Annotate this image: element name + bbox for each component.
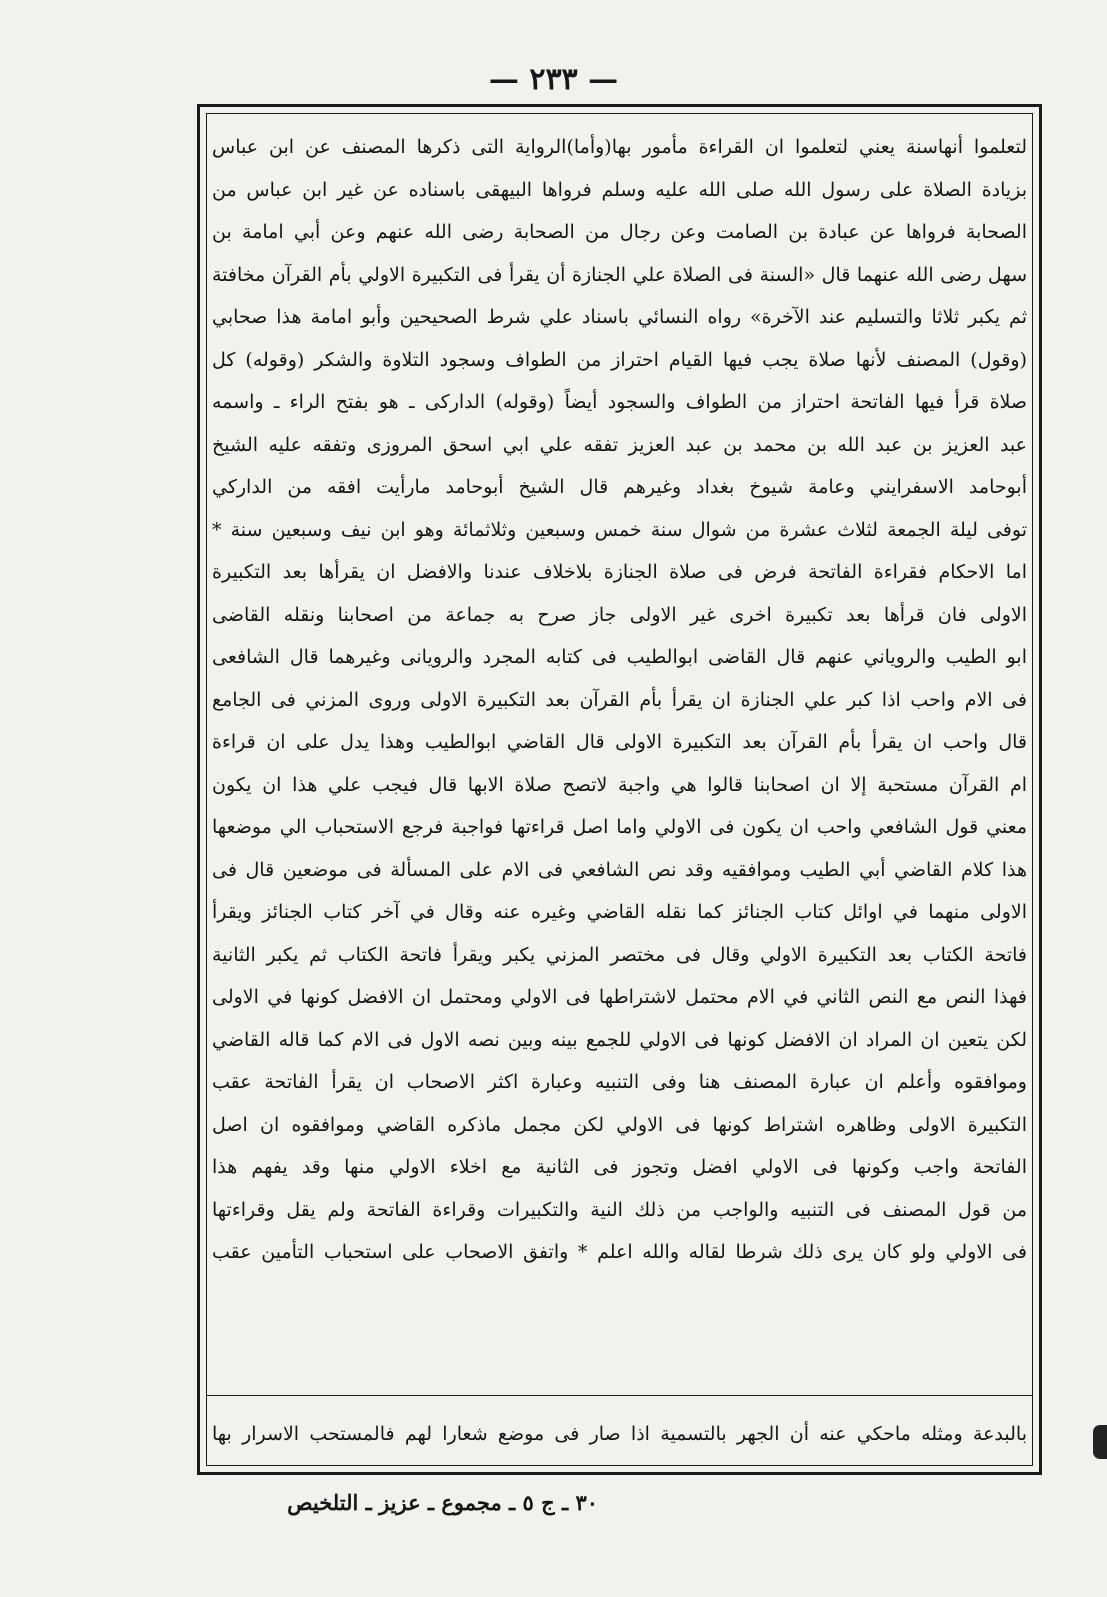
text-line: فى الام واحب اذا كبر علي الجنازة ان يقرأ بأم القرآن بعد التكبيرة الاولى وروى المزني فى الجامع xyxy=(212,688,1027,711)
text-line: اما الاحكام فقراءة الفاتحة فرض فى صلاة الجنازة بلاخلاف عندنا والافضل ان يقرأها بعد التكبيرة xyxy=(212,561,1027,583)
text-line: أبوحامد الاسفرايني وعامة شيوخ بغداد وغيرهم قال الشيخ أبوحامد مارأيت افقه من الداركي xyxy=(212,476,1027,498)
text-line: وموافقوه وأعلم ان عبارة المصنف هنا وفى التنبيه وعبارة اكثر الاصحاب ان يقرأ الفاتحة عقب xyxy=(212,1071,1027,1093)
text-line: عبد العزيز بن عبد الله بن محمد بن عبد العزيز تفقه علي ابي اسحق المروزى وتفقه عليه الشيخ xyxy=(212,433,1027,456)
text-line: صلاة قرأ فيها الفاتحة احتراز من الطواف والسجود أيضاً (وقوله) الداركى ـ هو بفتح الراء ـ واسمه xyxy=(212,391,1027,413)
text-line: معني قول الشافعي واحب ان يكون فى الاولي واما اصل قراءتها فواجبة فرجع الاستحباب الي موضعها xyxy=(212,816,1027,838)
footnote-divider xyxy=(206,1395,1033,1396)
text-line: قال واحب ان يقرأ بأم القرآن بعد التكبيرة الاولى قال القاضي ابوالطيب وهذا يدل على ان قراءة xyxy=(212,731,1027,753)
text-line: لتعلموا أنهاسنة يعني لتعلموا ان القراءة مأمور بها(وأما)الرواية التى ذكرها المصنف عن ابن عباس xyxy=(212,136,1027,158)
text-line: من قول المصنف فى التنبيه والواجب من ذلك النية والتكبيرات وقراءة الفاتحة ولم يقل وقراءتها xyxy=(212,1198,1027,1221)
page-number: — ٢٣٣ — xyxy=(488,62,619,97)
text-line: (وقول) المصنف لأنها صلاة يجب فيها القيام احتراز من الطواف وسجود التلاوة والشكر (وقوله) كل xyxy=(212,348,1027,371)
text-line: فى الاولي ولو كان يرى ذلك شرطا لقاله والله اعلم * واتفق الاصحاب على استحباب التأمين عقب xyxy=(212,1241,1027,1263)
printer-signature: ٣٠ ـ ج ٥ ـ مجموع ـ عزيز ـ التلخيص xyxy=(287,1490,598,1515)
text-line: التكبيرة الاولى وظاهره اشتراط كونها فى الاولي لكن مجمل ماذكره القاضي وموافقوه ان اصل xyxy=(212,1113,1027,1136)
text-line: ام القرآن مستحبة إلا ان اصحابنا قالوا هي واجبة لاتصح صلاة الابها قال فيجب علي هذا ان يكون xyxy=(212,773,1027,796)
text-line: هذا كلام القاضي أبي الطيب وموافقيه وقد نص الشافعي فى الام على المسألة فى موضعين قال فى xyxy=(212,858,1027,881)
text-line: بزيادة الصلاة على رسول الله صلى الله عليه وسلم فرواها البيهقى باسناده عن غير ابن عباس من xyxy=(212,178,1027,201)
main-text xyxy=(212,126,1027,1274)
text-line: سهل رضى الله عنهما قال «السنة فى الصلاة علي الجنازة أن يقرأ فى التكبيرة الاولي بأم القرآن مخافتة xyxy=(212,263,1027,286)
footnote: بالبدعة ومثله ماحكي عنه أن الجهر بالتسمية اذا صار فى موضع شعارا لهم فالمستحب الاسرار بها xyxy=(212,1423,1027,1445)
text-line: فاتحة الكتاب بعد التكبيرة الاولي وقال فى مختصر المزني يكبر ويقرأ فاتحة الكتاب ثم يكبر الثانية xyxy=(212,943,1027,966)
text-line: الفاتحة واجب وكونها فى الاولي افضل وتجوز فى الثانية مع اخلاء الاولي منها وقد يفهم هذا xyxy=(212,1156,1027,1178)
text-line: الاولى فان قرأها بعد تكبيرة اخرى غير الاولى جاز صرح به جماعة من اصحابنا ونقله القاضى xyxy=(212,603,1027,626)
page-edge-mark xyxy=(1093,1425,1107,1459)
text-line: الاولى منهما في اوائل كتاب الجنائز كما نقله القاضي وغيره عنه وقال في آخر كتاب الجنائز ويقرأ xyxy=(212,901,1027,923)
text-line: ابو الطيب والروياني عنهم قال القاضى ابوالطيب فى كتابه المجرد والرويانى وغيرهما قال الشافعى xyxy=(212,646,1027,668)
text-line: توفى ليلة الجمعة لثلاث عشرة من شوال سنة خمس وسبعين وثلاثمائة وهو ابن نيف وسبعين سنة * xyxy=(212,518,1027,541)
text-line: الصحابة فرواها عن عبادة بن الصامت وعن رجال من الصحابة رضى الله عنهم وعن أبي امامة بن xyxy=(212,221,1027,243)
text-line: فهذا النص مع النص الثاني في الام محتمل لاشتراطها فى الاولي ومحتمل ان الافضل كونها في الاولى xyxy=(212,986,1027,1008)
text-line: ثم يكبر ثلاثا والتسليم عند الآخرة» رواه النسائي باسناد علي شرط الصحيحين وأبو امامة هذا صحابي xyxy=(212,306,1027,328)
text-line: لكن يتعين ان المراد ان الافضل كونها فى الاولي للجمع بينه وبين نصه الاول فى الام كما قاله القاضي xyxy=(212,1028,1027,1051)
